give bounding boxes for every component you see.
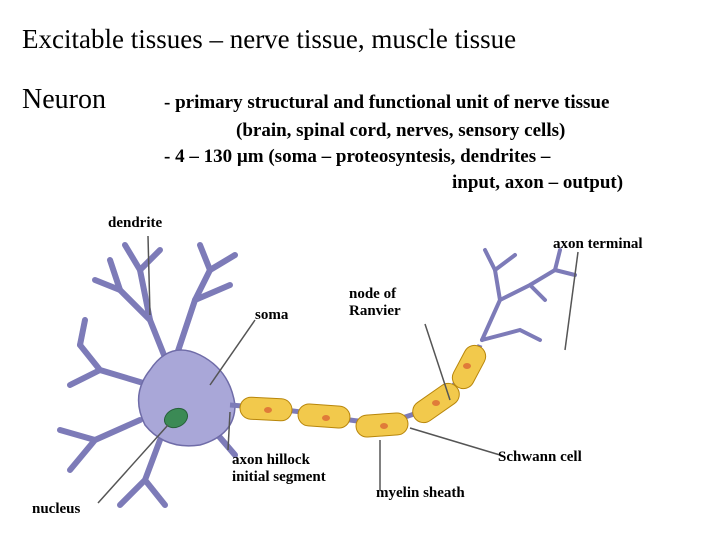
label-node-line-1: node of xyxy=(349,286,397,302)
label-myelin-sheath: myelin sheath xyxy=(376,485,465,501)
label-schwann-cell: Schwann cell xyxy=(498,449,582,465)
label-dendrite: dendrite xyxy=(108,215,163,231)
label-node-of-ranvier xyxy=(349,286,401,320)
soma-body xyxy=(139,350,235,446)
label-nucleus: nucleus xyxy=(32,501,81,517)
slide-title: Excitable tissues – nerve tissue, muscle tissue xyxy=(22,24,517,54)
term-neuron: Neuron xyxy=(22,84,106,115)
label-axon-hillock xyxy=(232,452,326,486)
definition-line-3: - 4 – 130 µm (soma – proteosyntesis, dendrites – xyxy=(164,146,551,167)
axon-terminal-branches xyxy=(482,250,575,340)
label-axon-terminal: axon terminal xyxy=(553,236,643,252)
label-node-line-2: Ranvier xyxy=(349,303,401,319)
definition-line-1: - primary structural and functional unit of nerve tissue xyxy=(164,92,610,113)
label-hillock-line-2: initial segment xyxy=(232,469,326,485)
myelin-segments xyxy=(239,342,489,438)
definition-line-2: (brain, spinal cord, nerves, sensory cells) xyxy=(236,120,566,141)
definition-line-4: input, axon – output) xyxy=(452,172,624,193)
label-hillock-line-1: axon hillock xyxy=(232,452,310,468)
label-soma: soma xyxy=(255,307,289,323)
